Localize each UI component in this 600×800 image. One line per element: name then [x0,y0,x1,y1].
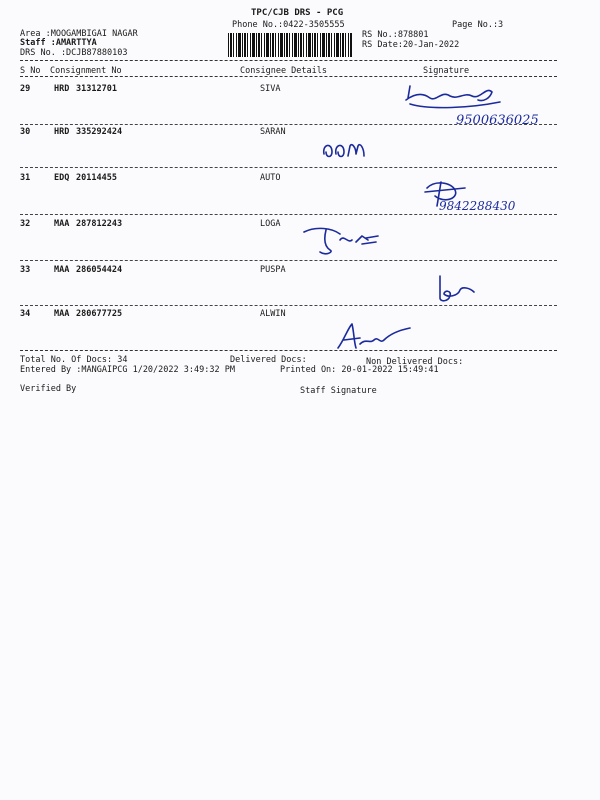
page-number: Page No.:3 [452,20,504,30]
row-number: 31312701 [76,84,117,94]
row-number: 20114455 [76,173,117,183]
col-consignment: Consignment No [50,66,122,76]
row-name: PUSPA [260,265,286,275]
signature-image [318,134,378,164]
row-divider [20,305,557,306]
signature-image [400,80,560,130]
drs-number: DRS No. :DCJB87880103 [20,48,128,58]
row-divider [20,214,557,215]
row-number: 335292424 [76,127,123,137]
header-divider [20,60,557,61]
row-name: ALWIN [260,309,286,319]
col-sno: S No [20,66,41,76]
signature-image [330,318,420,354]
signature-phone: 9500636025 [456,113,539,128]
row-name: SIVA [260,84,281,94]
col-signature: Signature [423,66,470,76]
signature-image [296,222,396,258]
row-sno: 32 [20,219,31,229]
row-code: EDQ [54,173,70,183]
delivered-docs: Delivered Docs: [230,355,307,365]
row-sno: 34 [20,309,31,319]
row-sno: 30 [20,127,31,137]
row-name: SARAN [260,127,286,137]
non-delivered-docs: Non Delivered Docs: [366,357,464,367]
row-number: 286054424 [76,265,123,275]
row-code: MAA [54,309,70,319]
row-code: HRD [54,84,70,94]
row-number: 287812243 [76,219,123,229]
row-code: MAA [54,219,70,229]
row-divider [20,260,557,261]
rs-date: RS Date:20-Jan-2022 [362,40,460,50]
row-sno: 29 [20,84,31,94]
area-label: Area :MOOGAMBIGAI NAGAR [20,29,138,39]
signature-image [415,176,555,216]
staff-signature-label: Staff Signature [300,386,377,396]
row-sno: 33 [20,265,31,275]
entered-by: Entered By :MANGAIPCG 1/20/2022 3:49:32 PM [20,365,235,375]
row-name: LOGA [260,219,281,229]
row-divider [20,167,557,168]
col-consignee: Consignee Details [240,66,327,76]
verified-by: Verified By [20,384,77,394]
staff-label: Staff :AMARTTYA [20,38,97,48]
row-sno: 31 [20,173,31,183]
printed-on: Printed On: 20-01-2022 15:49:41 [280,365,439,375]
barcode-image [228,33,352,57]
row-name: AUTO [260,173,281,183]
columns-divider [20,76,557,77]
phone-number: Phone No.:0422-3505555 [232,20,345,30]
signature-phone: 9842288430 [439,199,516,213]
row-code: MAA [54,265,70,275]
row-code: HRD [54,127,70,137]
rs-number: RS No.:878801 [362,30,429,40]
row-divider [20,124,557,125]
row-number: 280677725 [76,309,123,319]
total-docs: Total No. Of Docs: 34 [20,355,128,365]
footer-divider [20,350,557,351]
document-title: TPC/CJB DRS - PCG [251,8,344,18]
signature-image [430,270,490,306]
